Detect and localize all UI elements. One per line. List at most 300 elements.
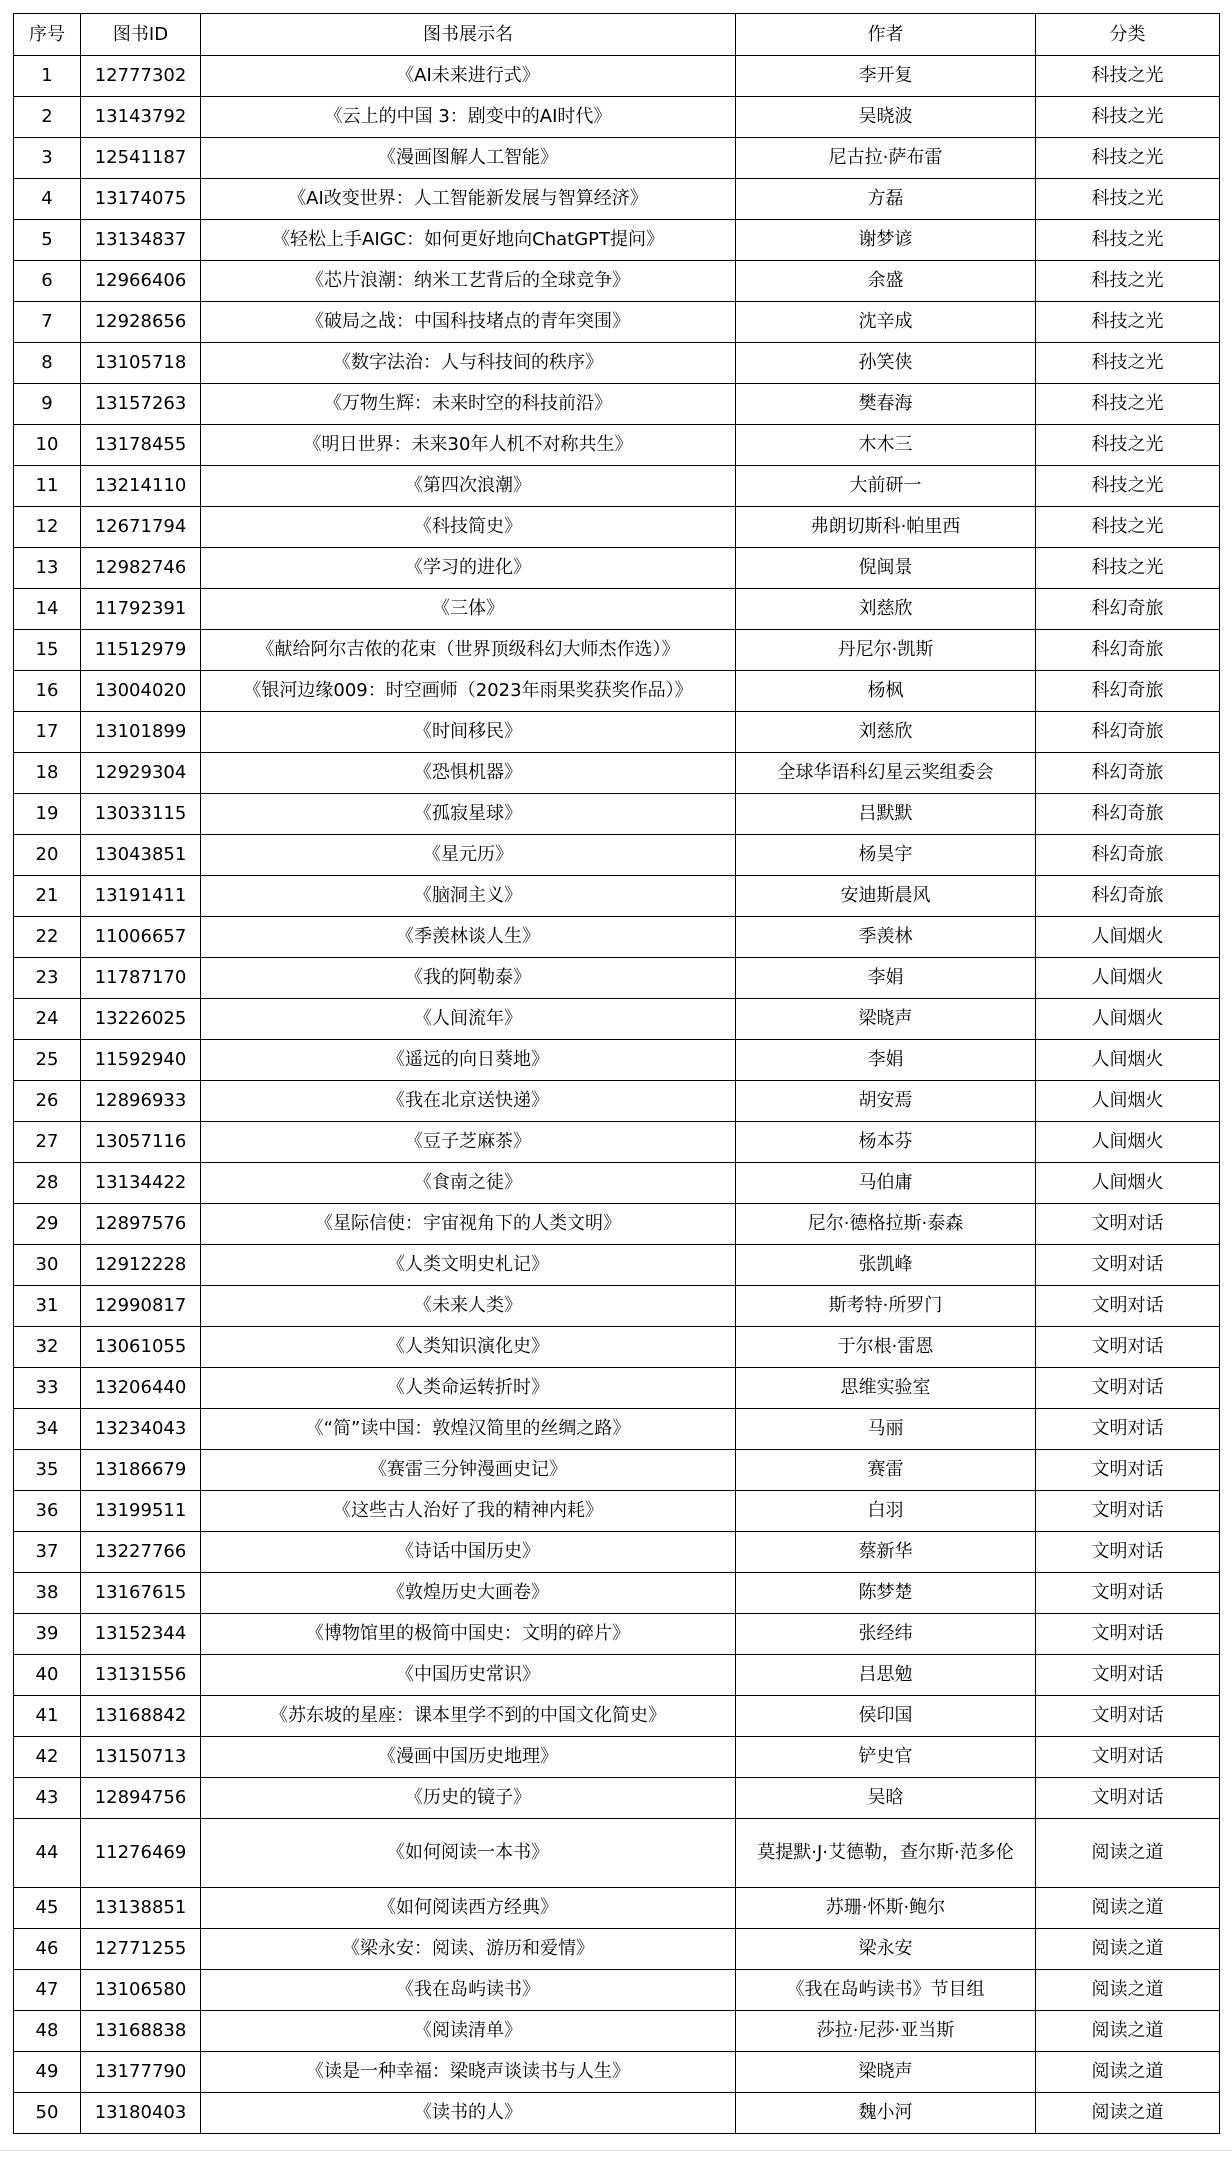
cell-author: 李娟 bbox=[736, 1040, 1036, 1081]
cell-id: 13177790 bbox=[81, 2052, 201, 2093]
cell-id: 13101899 bbox=[81, 712, 201, 753]
cell-no: 46 bbox=[14, 1929, 81, 1970]
cell-no: 30 bbox=[14, 1245, 81, 1286]
cell-id: 13227766 bbox=[81, 1532, 201, 1573]
cell-category: 阅读之道 bbox=[1036, 1888, 1220, 1929]
table-row bbox=[14, 753, 1220, 794]
cell-no: 23 bbox=[14, 958, 81, 999]
cell-no: 50 bbox=[14, 2093, 81, 2134]
cell-author: 思维实验室 bbox=[736, 1368, 1036, 1409]
cell-title: 《数字法治：人与科技间的秩序》 bbox=[201, 343, 736, 384]
page-bottom-rule bbox=[0, 2150, 1232, 2151]
cell-title: 《赛雷三分钟漫画史记》 bbox=[201, 1450, 736, 1491]
cell-id: 13061055 bbox=[81, 1327, 201, 1368]
cell-category: 科幻奇旅 bbox=[1036, 630, 1220, 671]
cell-category: 科幻奇旅 bbox=[1036, 589, 1220, 630]
cell-author: 蔡新华 bbox=[736, 1532, 1036, 1573]
cell-category: 人间烟火 bbox=[1036, 999, 1220, 1040]
cell-category: 文明对话 bbox=[1036, 1655, 1220, 1696]
table-row bbox=[14, 1245, 1220, 1286]
cell-author: 马伯庸 bbox=[736, 1163, 1036, 1204]
cell-category: 文明对话 bbox=[1036, 1696, 1220, 1737]
cell-id: 13226025 bbox=[81, 999, 201, 1040]
table-row bbox=[14, 1532, 1220, 1573]
table-row bbox=[14, 1970, 1220, 2011]
cell-no: 9 bbox=[14, 384, 81, 425]
cell-category: 文明对话 bbox=[1036, 1737, 1220, 1778]
cell-author: 陈梦楚 bbox=[736, 1573, 1036, 1614]
cell-title: 《AI改变世界：人工智能新发展与智算经济》 bbox=[201, 179, 736, 220]
cell-category: 阅读之道 bbox=[1036, 2011, 1220, 2052]
cell-no: 28 bbox=[14, 1163, 81, 1204]
cell-no: 22 bbox=[14, 917, 81, 958]
cell-category: 文明对话 bbox=[1036, 1491, 1220, 1532]
table-row bbox=[14, 179, 1220, 220]
cell-author: 白羽 bbox=[736, 1491, 1036, 1532]
table-row bbox=[14, 1450, 1220, 1491]
cell-id: 12777302 bbox=[81, 56, 201, 97]
cell-author: 樊春海 bbox=[736, 384, 1036, 425]
cell-title: 《三体》 bbox=[201, 589, 736, 630]
cell-id: 12896933 bbox=[81, 1081, 201, 1122]
table-row bbox=[14, 138, 1220, 179]
cell-id: 13234043 bbox=[81, 1409, 201, 1450]
cell-category: 文明对话 bbox=[1036, 1245, 1220, 1286]
cell-id: 13152344 bbox=[81, 1614, 201, 1655]
table-row bbox=[14, 1929, 1220, 1970]
table-row bbox=[14, 302, 1220, 343]
cell-title: 《这些古人治好了我的精神内耗》 bbox=[201, 1491, 736, 1532]
cell-no: 29 bbox=[14, 1204, 81, 1245]
cell-title: 《破局之战：中国科技堵点的青年突围》 bbox=[201, 302, 736, 343]
cell-author: 赛雷 bbox=[736, 1450, 1036, 1491]
header-id: 图书ID bbox=[81, 14, 201, 56]
cell-no: 25 bbox=[14, 1040, 81, 1081]
table-row bbox=[14, 261, 1220, 302]
cell-id: 11792391 bbox=[81, 589, 201, 630]
table-row bbox=[14, 2052, 1220, 2093]
cell-category: 科技之光 bbox=[1036, 261, 1220, 302]
table-row bbox=[14, 999, 1220, 1040]
cell-title: 《敦煌历史大画卷》 bbox=[201, 1573, 736, 1614]
cell-author: 弗朗切斯科·帕里西 bbox=[736, 507, 1036, 548]
cell-title: 《“简”读中国：敦煌汉简里的丝绸之路》 bbox=[201, 1409, 736, 1450]
table-row bbox=[14, 466, 1220, 507]
cell-no: 1 bbox=[14, 56, 81, 97]
cell-no: 14 bbox=[14, 589, 81, 630]
cell-author: 大前研一 bbox=[736, 466, 1036, 507]
cell-title: 《星元历》 bbox=[201, 835, 736, 876]
cell-title: 《梁永安：阅读、游历和爱情》 bbox=[201, 1929, 736, 1970]
cell-no: 26 bbox=[14, 1081, 81, 1122]
table-row bbox=[14, 343, 1220, 384]
cell-title: 《阅读清单》 bbox=[201, 2011, 736, 2052]
cell-title: 《明日世界：未来30年人机不对称共生》 bbox=[201, 425, 736, 466]
cell-no: 39 bbox=[14, 1614, 81, 1655]
cell-id: 12771255 bbox=[81, 1929, 201, 1970]
cell-author: 张经纬 bbox=[736, 1614, 1036, 1655]
cell-author: 吴晓波 bbox=[736, 97, 1036, 138]
table-row bbox=[14, 794, 1220, 835]
table-row bbox=[14, 1819, 1220, 1888]
table-row bbox=[14, 56, 1220, 97]
cell-title: 《读是一种幸福：梁晓声谈读书与人生》 bbox=[201, 2052, 736, 2093]
cell-author: 刘慈欣 bbox=[736, 589, 1036, 630]
cell-id: 12929304 bbox=[81, 753, 201, 794]
cell-category: 文明对话 bbox=[1036, 1286, 1220, 1327]
cell-title: 《苏东坡的星座：课本里学不到的中国文化简史》 bbox=[201, 1696, 736, 1737]
cell-title: 《第四次浪潮》 bbox=[201, 466, 736, 507]
cell-id: 13138851 bbox=[81, 1888, 201, 1929]
cell-id: 13199511 bbox=[81, 1491, 201, 1532]
table-row bbox=[14, 1163, 1220, 1204]
cell-id: 11006657 bbox=[81, 917, 201, 958]
table-row bbox=[14, 1204, 1220, 1245]
cell-id: 13057116 bbox=[81, 1122, 201, 1163]
cell-author: 梁晓声 bbox=[736, 2052, 1036, 2093]
cell-category: 阅读之道 bbox=[1036, 2093, 1220, 2134]
table-body bbox=[14, 56, 1220, 2134]
cell-category: 文明对话 bbox=[1036, 1614, 1220, 1655]
cell-title: 《人类命运转折时》 bbox=[201, 1368, 736, 1409]
cell-no: 32 bbox=[14, 1327, 81, 1368]
cell-author: 杨本芬 bbox=[736, 1122, 1036, 1163]
table-row bbox=[14, 917, 1220, 958]
cell-category: 科技之光 bbox=[1036, 179, 1220, 220]
header-author: 作者 bbox=[736, 14, 1036, 56]
cell-id: 13178455 bbox=[81, 425, 201, 466]
cell-category: 人间烟火 bbox=[1036, 1122, 1220, 1163]
cell-id: 13191411 bbox=[81, 876, 201, 917]
cell-no: 41 bbox=[14, 1696, 81, 1737]
cell-no: 48 bbox=[14, 2011, 81, 2052]
cell-title: 《我在北京送快递》 bbox=[201, 1081, 736, 1122]
cell-category: 人间烟火 bbox=[1036, 1040, 1220, 1081]
cell-category: 科技之光 bbox=[1036, 507, 1220, 548]
table-row bbox=[14, 835, 1220, 876]
cell-category: 科技之光 bbox=[1036, 302, 1220, 343]
table-row bbox=[14, 876, 1220, 917]
table-row bbox=[14, 1286, 1220, 1327]
table-row bbox=[14, 1778, 1220, 1819]
cell-category: 文明对话 bbox=[1036, 1409, 1220, 1450]
cell-author: 吕默默 bbox=[736, 794, 1036, 835]
cell-category: 阅读之道 bbox=[1036, 2052, 1220, 2093]
table-row bbox=[14, 548, 1220, 589]
header-title: 图书展示名 bbox=[201, 14, 736, 56]
cell-category: 文明对话 bbox=[1036, 1573, 1220, 1614]
cell-title: 《如何阅读一本书》 bbox=[201, 1819, 736, 1888]
cell-no: 42 bbox=[14, 1737, 81, 1778]
cell-title: 《季羡林谈人生》 bbox=[201, 917, 736, 958]
table-row bbox=[14, 1040, 1220, 1081]
cell-title: 《博物馆里的极简中国史：文明的碎片》 bbox=[201, 1614, 736, 1655]
cell-author: 全球华语科幻星云奖组委会 bbox=[736, 753, 1036, 794]
cell-id: 13174075 bbox=[81, 179, 201, 220]
cell-category: 人间烟火 bbox=[1036, 958, 1220, 999]
cell-id: 13168838 bbox=[81, 2011, 201, 2052]
cell-author: 刘慈欣 bbox=[736, 712, 1036, 753]
cell-title: 《漫画中国历史地理》 bbox=[201, 1737, 736, 1778]
cell-id: 13168842 bbox=[81, 1696, 201, 1737]
cell-author: 莫提默·J·艾德勒，查尔斯·范多伦 bbox=[736, 1819, 1036, 1888]
cell-id: 13043851 bbox=[81, 835, 201, 876]
book-list-table bbox=[13, 13, 1220, 2134]
table-row bbox=[14, 425, 1220, 466]
cell-category: 阅读之道 bbox=[1036, 1819, 1220, 1888]
cell-author: 马丽 bbox=[736, 1409, 1036, 1450]
cell-category: 文明对话 bbox=[1036, 1532, 1220, 1573]
table-row bbox=[14, 220, 1220, 261]
cell-title: 《历史的镜子》 bbox=[201, 1778, 736, 1819]
table-row bbox=[14, 630, 1220, 671]
cell-title: 《恐惧机器》 bbox=[201, 753, 736, 794]
cell-title: 《人类知识演化史》 bbox=[201, 1327, 736, 1368]
table-row bbox=[14, 712, 1220, 753]
cell-no: 31 bbox=[14, 1286, 81, 1327]
cell-no: 44 bbox=[14, 1819, 81, 1888]
cell-no: 10 bbox=[14, 425, 81, 466]
cell-category: 科幻奇旅 bbox=[1036, 835, 1220, 876]
cell-no: 27 bbox=[14, 1122, 81, 1163]
table-row bbox=[14, 1888, 1220, 1929]
cell-no: 49 bbox=[14, 2052, 81, 2093]
cell-no: 37 bbox=[14, 1532, 81, 1573]
cell-title: 《AI未来进行式》 bbox=[201, 56, 736, 97]
cell-no: 11 bbox=[14, 466, 81, 507]
cell-id: 13186679 bbox=[81, 1450, 201, 1491]
cell-title: 《人间流年》 bbox=[201, 999, 736, 1040]
cell-id: 13180403 bbox=[81, 2093, 201, 2134]
header-no: 序号 bbox=[14, 14, 81, 56]
cell-no: 5 bbox=[14, 220, 81, 261]
cell-no: 7 bbox=[14, 302, 81, 343]
table-row bbox=[14, 1409, 1220, 1450]
table-row bbox=[14, 1655, 1220, 1696]
header-category: 分类 bbox=[1036, 14, 1220, 56]
table-row bbox=[14, 1081, 1220, 1122]
cell-author: 李娟 bbox=[736, 958, 1036, 999]
cell-no: 8 bbox=[14, 343, 81, 384]
cell-no: 47 bbox=[14, 1970, 81, 2011]
cell-category: 科幻奇旅 bbox=[1036, 876, 1220, 917]
cell-title: 《我的阿勒泰》 bbox=[201, 958, 736, 999]
cell-no: 15 bbox=[14, 630, 81, 671]
cell-category: 科幻奇旅 bbox=[1036, 794, 1220, 835]
cell-id: 12928656 bbox=[81, 302, 201, 343]
cell-author: 季羡林 bbox=[736, 917, 1036, 958]
cell-title: 《云上的中国 3：剧变中的AI时代》 bbox=[201, 97, 736, 138]
cell-author: 苏珊·怀斯·鲍尔 bbox=[736, 1888, 1036, 1929]
cell-author: 尼古拉·萨布雷 bbox=[736, 138, 1036, 179]
cell-title: 《学习的进化》 bbox=[201, 548, 736, 589]
cell-id: 11787170 bbox=[81, 958, 201, 999]
cell-id: 12894756 bbox=[81, 1778, 201, 1819]
cell-id: 12541187 bbox=[81, 138, 201, 179]
cell-category: 科技之光 bbox=[1036, 56, 1220, 97]
cell-id: 13105718 bbox=[81, 343, 201, 384]
cell-author: 于尔根·雷恩 bbox=[736, 1327, 1036, 1368]
cell-id: 13134422 bbox=[81, 1163, 201, 1204]
cell-no: 45 bbox=[14, 1888, 81, 1929]
cell-no: 34 bbox=[14, 1409, 81, 1450]
cell-author: 张凯峰 bbox=[736, 1245, 1036, 1286]
cell-no: 13 bbox=[14, 548, 81, 589]
cell-category: 文明对话 bbox=[1036, 1327, 1220, 1368]
cell-title: 《轻松上手AIGC：如何更好地向ChatGPT提问》 bbox=[201, 220, 736, 261]
table-row bbox=[14, 507, 1220, 548]
cell-author: 梁晓声 bbox=[736, 999, 1036, 1040]
cell-id: 12982746 bbox=[81, 548, 201, 589]
cell-no: 17 bbox=[14, 712, 81, 753]
table-row bbox=[14, 1327, 1220, 1368]
cell-id: 11276469 bbox=[81, 1819, 201, 1888]
cell-category: 文明对话 bbox=[1036, 1450, 1220, 1491]
cell-author: 安迪斯晨风 bbox=[736, 876, 1036, 917]
cell-id: 13167615 bbox=[81, 1573, 201, 1614]
table-row bbox=[14, 2011, 1220, 2052]
cell-author: 倪闽景 bbox=[736, 548, 1036, 589]
cell-category: 科技之光 bbox=[1036, 343, 1220, 384]
cell-no: 12 bbox=[14, 507, 81, 548]
cell-author: 莎拉·尼莎·亚当斯 bbox=[736, 2011, 1036, 2052]
cell-title: 《读书的人》 bbox=[201, 2093, 736, 2134]
cell-author: 《我在岛屿读书》节目组 bbox=[736, 1970, 1036, 2011]
cell-no: 40 bbox=[14, 1655, 81, 1696]
cell-id: 13206440 bbox=[81, 1368, 201, 1409]
cell-id: 13134837 bbox=[81, 220, 201, 261]
cell-title: 《人类文明史札记》 bbox=[201, 1245, 736, 1286]
cell-no: 18 bbox=[14, 753, 81, 794]
cell-no: 43 bbox=[14, 1778, 81, 1819]
table-row bbox=[14, 1696, 1220, 1737]
cell-id: 13150713 bbox=[81, 1737, 201, 1778]
cell-title: 《万物生辉：未来时空的科技前沿》 bbox=[201, 384, 736, 425]
cell-category: 人间烟火 bbox=[1036, 917, 1220, 958]
cell-id: 11592940 bbox=[81, 1040, 201, 1081]
cell-title: 《遥远的向日葵地》 bbox=[201, 1040, 736, 1081]
cell-id: 12897576 bbox=[81, 1204, 201, 1245]
cell-category: 阅读之道 bbox=[1036, 1970, 1220, 2011]
cell-author: 李开复 bbox=[736, 56, 1036, 97]
cell-title: 《星际信使：宇宙视角下的人类文明》 bbox=[201, 1204, 736, 1245]
cell-id: 13033115 bbox=[81, 794, 201, 835]
cell-category: 科幻奇旅 bbox=[1036, 712, 1220, 753]
cell-title: 《我在岛屿读书》 bbox=[201, 1970, 736, 2011]
cell-id: 13004020 bbox=[81, 671, 201, 712]
table-row bbox=[14, 589, 1220, 630]
cell-author: 魏小河 bbox=[736, 2093, 1036, 2134]
cell-id: 12990817 bbox=[81, 1286, 201, 1327]
cell-author: 斯考特·所罗门 bbox=[736, 1286, 1036, 1327]
book-list-sheet bbox=[13, 13, 1219, 2134]
cell-no: 38 bbox=[14, 1573, 81, 1614]
cell-title: 《中国历史常识》 bbox=[201, 1655, 736, 1696]
table-row bbox=[14, 671, 1220, 712]
cell-author: 丹尼尔·凯斯 bbox=[736, 630, 1036, 671]
cell-category: 科技之光 bbox=[1036, 138, 1220, 179]
cell-title: 《芯片浪潮：纳米工艺背后的全球竞争》 bbox=[201, 261, 736, 302]
cell-author: 铲史官 bbox=[736, 1737, 1036, 1778]
cell-author: 杨昊宇 bbox=[736, 835, 1036, 876]
cell-category: 文明对话 bbox=[1036, 1778, 1220, 1819]
cell-id: 13131556 bbox=[81, 1655, 201, 1696]
cell-no: 21 bbox=[14, 876, 81, 917]
cell-author: 沈辛成 bbox=[736, 302, 1036, 343]
cell-id: 13214110 bbox=[81, 466, 201, 507]
cell-id: 12912228 bbox=[81, 1245, 201, 1286]
cell-category: 阅读之道 bbox=[1036, 1929, 1220, 1970]
cell-no: 2 bbox=[14, 97, 81, 138]
cell-title: 《献给阿尔吉侬的花束（世界顶级科幻大师杰作选）》 bbox=[201, 630, 736, 671]
cell-no: 24 bbox=[14, 999, 81, 1040]
table-row bbox=[14, 1614, 1220, 1655]
cell-id: 12966406 bbox=[81, 261, 201, 302]
table-row bbox=[14, 1573, 1220, 1614]
cell-id: 13106580 bbox=[81, 1970, 201, 2011]
cell-category: 文明对话 bbox=[1036, 1204, 1220, 1245]
cell-title: 《豆子芝麻茶》 bbox=[201, 1122, 736, 1163]
cell-no: 19 bbox=[14, 794, 81, 835]
cell-category: 科技之光 bbox=[1036, 548, 1220, 589]
cell-title: 《银河边缘009：时空画师（2023年雨果奖获奖作品）》 bbox=[201, 671, 736, 712]
cell-author: 杨枫 bbox=[736, 671, 1036, 712]
cell-no: 35 bbox=[14, 1450, 81, 1491]
cell-no: 3 bbox=[14, 138, 81, 179]
cell-title: 《脑洞主义》 bbox=[201, 876, 736, 917]
cell-id: 12671794 bbox=[81, 507, 201, 548]
cell-author: 谢梦谚 bbox=[736, 220, 1036, 261]
cell-title: 《如何阅读西方经典》 bbox=[201, 1888, 736, 1929]
table-row bbox=[14, 1491, 1220, 1532]
cell-title: 《孤寂星球》 bbox=[201, 794, 736, 835]
table-row bbox=[14, 2093, 1220, 2134]
cell-title: 《食南之徒》 bbox=[201, 1163, 736, 1204]
cell-category: 人间烟火 bbox=[1036, 1163, 1220, 1204]
cell-category: 科技之光 bbox=[1036, 425, 1220, 466]
cell-category: 科技之光 bbox=[1036, 220, 1220, 261]
table-row bbox=[14, 1368, 1220, 1409]
cell-id: 13143792 bbox=[81, 97, 201, 138]
cell-category: 文明对话 bbox=[1036, 1368, 1220, 1409]
cell-category: 科技之光 bbox=[1036, 466, 1220, 507]
cell-category: 科技之光 bbox=[1036, 384, 1220, 425]
cell-author: 侯印国 bbox=[736, 1696, 1036, 1737]
cell-author: 吕思勉 bbox=[736, 1655, 1036, 1696]
cell-no: 16 bbox=[14, 671, 81, 712]
cell-title: 《未来人类》 bbox=[201, 1286, 736, 1327]
table-row bbox=[14, 1737, 1220, 1778]
cell-category: 科幻奇旅 bbox=[1036, 753, 1220, 794]
cell-author: 余盛 bbox=[736, 261, 1036, 302]
cell-category: 科技之光 bbox=[1036, 97, 1220, 138]
cell-author: 梁永安 bbox=[736, 1929, 1036, 1970]
cell-title: 《时间移民》 bbox=[201, 712, 736, 753]
cell-author: 胡安焉 bbox=[736, 1081, 1036, 1122]
table-row bbox=[14, 958, 1220, 999]
cell-category: 科幻奇旅 bbox=[1036, 671, 1220, 712]
cell-title: 《诗话中国历史》 bbox=[201, 1532, 736, 1573]
cell-author: 方磊 bbox=[736, 179, 1036, 220]
cell-author: 尼尔·德格拉斯·泰森 bbox=[736, 1204, 1036, 1245]
table-row bbox=[14, 1122, 1220, 1163]
cell-no: 6 bbox=[14, 261, 81, 302]
table-header-row bbox=[14, 14, 1220, 56]
cell-category: 人间烟火 bbox=[1036, 1081, 1220, 1122]
cell-author: 吴晗 bbox=[736, 1778, 1036, 1819]
cell-id: 13157263 bbox=[81, 384, 201, 425]
table-row bbox=[14, 384, 1220, 425]
